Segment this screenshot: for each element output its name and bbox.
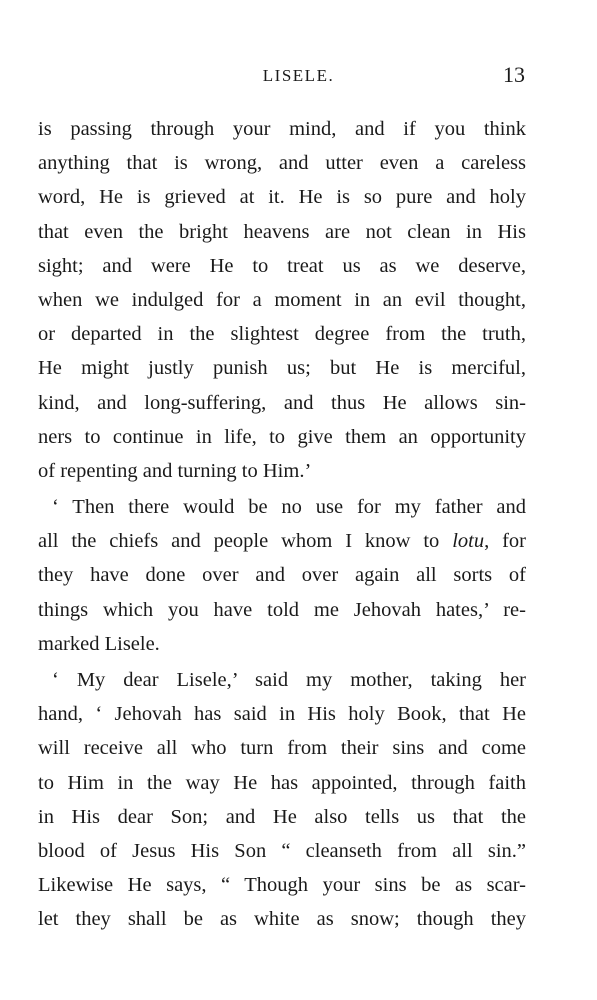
text-line: they have done over and over again all sorts of — [38, 564, 526, 587]
text-line: or departed in the slightest degree from the truth, — [38, 323, 526, 346]
text-line: ners to continue in life, to give them an opportunity — [38, 425, 526, 448]
text-line: He might justly punish us; but He is merciful, — [38, 357, 526, 380]
text-line: all the chiefs and people whom I know to lotu, for — [38, 530, 526, 553]
text-line: sight; and were He to treat us as we deserve, — [38, 254, 526, 277]
text-line: of repenting and turning to Him.’ — [38, 459, 312, 482]
page-number: 13 — [503, 62, 525, 87]
running-title: LISELE. — [262, 66, 335, 85]
text-line: to Him in the way He has appointed, through faith — [38, 771, 526, 794]
text-line: things which you have told me Jehovah hates,’ re- — [38, 598, 526, 621]
text-line: word, He is grieved at it. He is so pure and holy — [38, 186, 526, 209]
text-line: blood of Jesus His Son “ cleanseth from all sin.” — [38, 839, 526, 862]
running-head — [0, 62, 597, 90]
body-text — [38, 112, 526, 937]
text-line: anything that is wrong, and utter even a careless — [38, 152, 526, 175]
text-line: kind, and long-suffering, and thus He allows sin- — [38, 391, 526, 414]
text-line: hand, ‘ Jehovah has said in His holy Book, that He — [38, 703, 526, 726]
text-line: let they shall be as white as snow; though they — [38, 908, 526, 931]
text-line: marked Lisele. — [38, 632, 160, 655]
text-line: ‘ Then there would be no use for my father and — [52, 496, 526, 519]
text-line: when we indulged for a moment in an evil thought, — [38, 288, 526, 311]
text-line: is passing through your mind, and if you think — [38, 118, 526, 140]
text-line: in His dear Son; and He also tells us that the — [38, 805, 526, 828]
text-line: Likewise He says, “ Though your sins be as scar- — [38, 874, 526, 897]
text-line: will receive all who turn from their sins and come — [38, 737, 526, 760]
text-line: ‘ My dear Lisele,’ said my mother, taking her — [52, 669, 526, 691]
text-line: that even the bright heavens are not clean in His — [38, 220, 526, 243]
